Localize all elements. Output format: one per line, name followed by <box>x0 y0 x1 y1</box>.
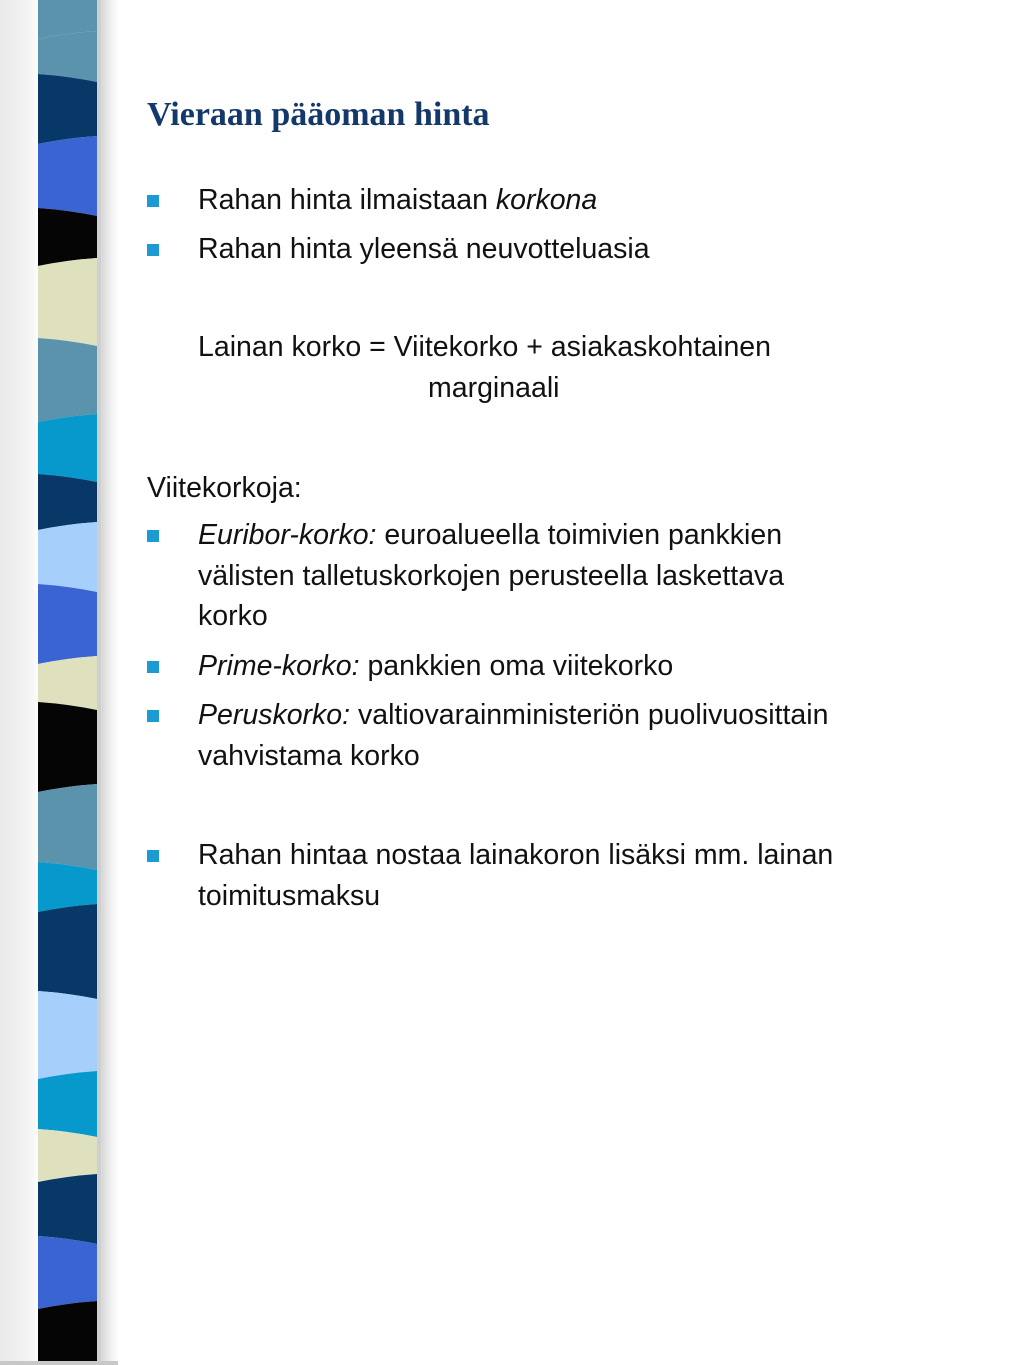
stripe-segment <box>38 584 97 664</box>
stripe-segment <box>38 1071 97 1137</box>
rate-term: Peruskorko: <box>198 699 351 731</box>
stripe-segment <box>38 208 97 266</box>
square-bullet-icon <box>147 710 159 722</box>
bottom-edge-line <box>0 1361 118 1365</box>
square-bullet-icon <box>147 661 159 673</box>
reference-rates-heading: Viitekorkoja: <box>147 472 302 504</box>
reference-rate-text: Prime-korko: pankkien oma viitekorko <box>198 650 674 682</box>
rate-term: Euribor-korko: <box>198 519 377 551</box>
formula-continuation: marginaali <box>428 372 560 404</box>
stripe-segment <box>38 1174 97 1244</box>
stripe-segment <box>38 1236 97 1309</box>
bullet-text: Rahan hinta ilmaistaan korkona <box>198 184 598 216</box>
stripe-segment <box>38 702 97 792</box>
reference-rate-text: Peruskorko: valtiovarainministeriön puolivuosittain vahvistama korko <box>198 699 829 772</box>
square-bullet-icon <box>147 850 159 862</box>
decorative-side-stripe <box>0 0 120 1365</box>
stripe-segment <box>38 414 97 482</box>
stripe-segment <box>38 991 97 1079</box>
stripe-segment <box>38 136 97 216</box>
stripe-segment <box>38 31 97 82</box>
square-bullet-icon <box>147 530 159 542</box>
stripe-segment <box>38 656 97 710</box>
stripe-segment <box>38 258 97 346</box>
bullet-text: Rahan hinta yleensä neuvotteluasia <box>198 233 650 265</box>
stripe-segment <box>38 1301 97 1365</box>
slide-title: Vieraan pääoman hinta <box>147 96 490 133</box>
stripe-segment <box>38 474 97 530</box>
stripe-segment <box>38 784 97 870</box>
square-bullet-icon <box>147 195 159 207</box>
stripe-segment <box>38 862 97 912</box>
stripe-edge-shadow <box>97 0 101 1365</box>
rate-term: Prime-korko: <box>198 650 360 682</box>
stripe-segment <box>38 74 97 144</box>
stripe-segment <box>38 522 97 592</box>
formula-line: Lainan korko = Viitekorko + asiakaskohtainen <box>198 331 772 363</box>
reference-rate-text: Euribor-korko: euroalueella toimivien pankkien välisten talletuskorkojen perusteella laskettava korko <box>198 519 785 632</box>
square-bullet-icon <box>147 244 159 256</box>
stripe-segment <box>38 338 97 422</box>
bullet-text: Rahan hintaa nostaa lainakoron lisäksi mm. lainan toimitusmaksu <box>198 839 834 912</box>
stripe-segment <box>38 1129 97 1182</box>
stripe-segment <box>38 904 97 999</box>
emphasis-text: korkona <box>495 184 598 216</box>
